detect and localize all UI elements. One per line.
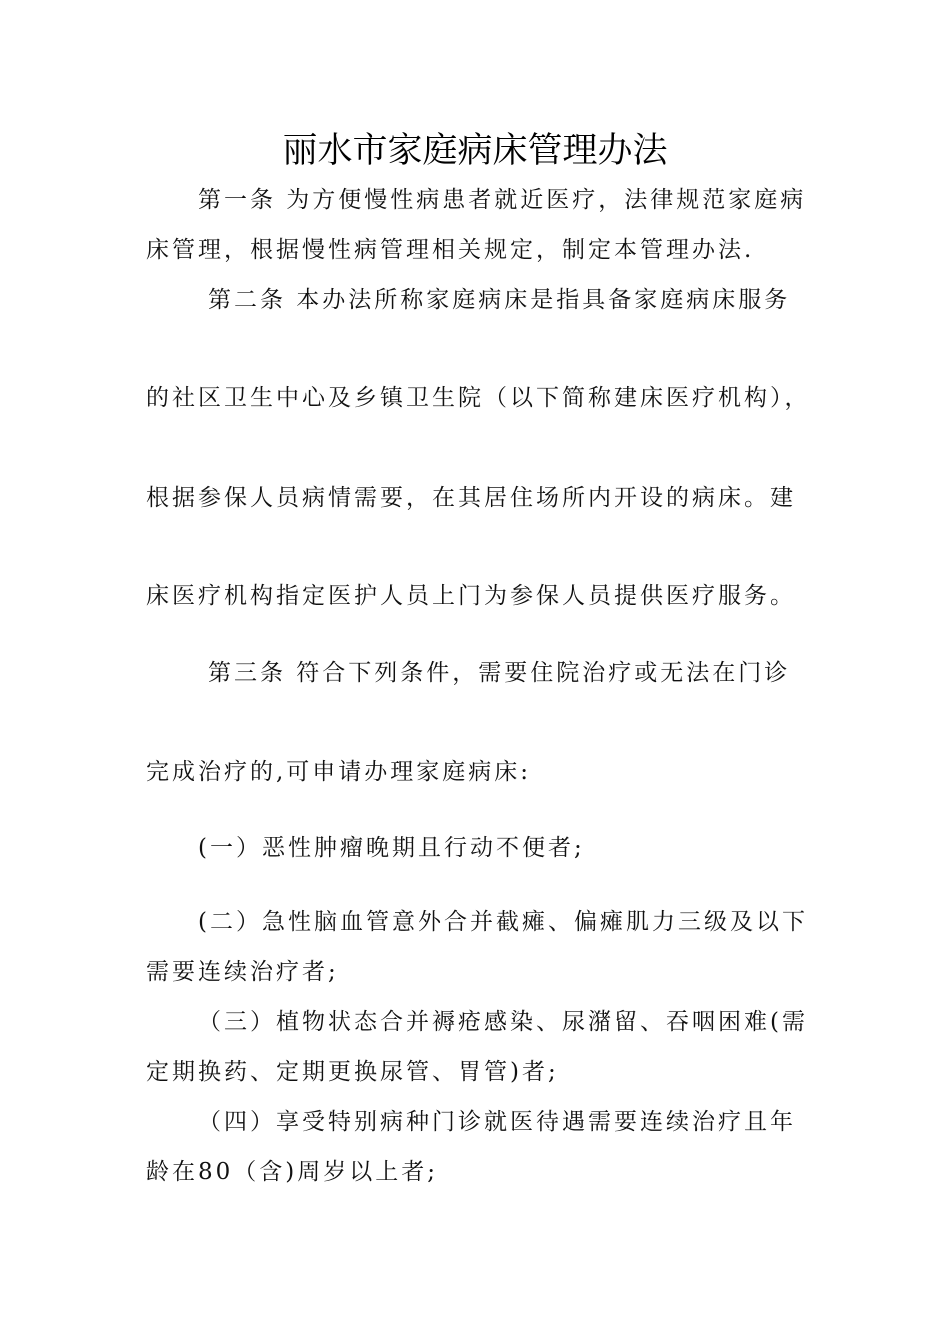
item-1-line-1: (一）恶性肿瘤晚期且行动不便者; [198, 835, 585, 861]
item-3-line-2: 定期换药、定期更换尿管、胃管)者; [146, 1059, 559, 1085]
article-3-line-1: 第三条 符合下列条件，需要住院治疗或无法在门诊 [208, 660, 791, 686]
article-2-line-2: 的社区卫生中心及乡镇卫生院（以下简称建床医疗机构）， [146, 385, 811, 411]
article-2-line-1: 第二条 本办法所称家庭病床是指具备家庭病床服务 [208, 287, 791, 313]
item-3-line-1: （三）植物状态合并褥疮感染、尿潴留、吞咽困难(需 [198, 1009, 808, 1035]
item-2-line-2: 需要连续治疗者; [146, 959, 339, 985]
article-3-line-2: 完成治疗的,可申请办理家庭病床: [146, 759, 532, 785]
document-title: 丽水市家庭病床管理办法 [282, 131, 668, 171]
item-4-line-1: （四）享受特别病种门诊就医待遇需要连续治疗且年 [198, 1109, 796, 1135]
item-2-line-1: (二）急性脑血管意外合并截瘫、偏瘫肌力三级及以下 [198, 909, 808, 935]
article-2-line-4: 床医疗机构指定医护人员上门为参保人员提供医疗服务。 [146, 583, 796, 609]
item-4-line-2: 龄在80（含)周岁以上者; [146, 1159, 438, 1185]
article-1-line-2: 床管理，根据慢性病管理相关规定，制定本管理办法. [146, 237, 755, 263]
article-1-line-1: 第一条 为方便慢性病患者就近医疗，法律规范家庭病 [198, 187, 807, 213]
article-2-line-3: 根据参保人员病情需要，在其居住场所内开设的病床。建 [146, 485, 796, 511]
